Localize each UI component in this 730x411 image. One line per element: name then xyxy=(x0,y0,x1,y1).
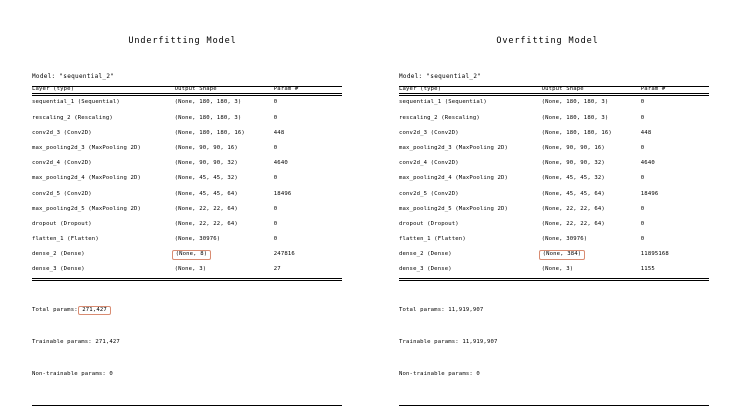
param-count: 11895168 xyxy=(640,251,669,258)
param-count: 27 xyxy=(273,266,281,273)
layer-type: flatten_1 (Flatten) xyxy=(399,236,466,243)
param-count: 18496 xyxy=(273,190,292,197)
layer-type: dense_2 (Dense) xyxy=(399,251,452,258)
output-shape: (None, 90, 90, 32) xyxy=(174,160,238,167)
totals-block-overfitting xyxy=(399,281,709,401)
layer-type: max_pooling2d_4 (MaxPooling 2D) xyxy=(32,175,142,182)
output-shape: (None, 3) xyxy=(174,266,207,273)
output-shape: (None, 45, 45, 64) xyxy=(541,190,605,197)
panel-title-underfitting: Underfitting Model xyxy=(128,36,237,46)
table-row-dense-2 xyxy=(399,247,709,262)
model-name-overfitting: Model: "sequential_2" xyxy=(399,73,482,80)
param-count: 0 xyxy=(273,144,278,151)
param-count: 4640 xyxy=(640,160,655,167)
output-shape-highlighted xyxy=(175,247,274,262)
total-params-label: Total params: xyxy=(399,307,449,314)
table-row xyxy=(32,126,342,141)
table-row xyxy=(32,141,342,156)
output-shape: (None, 180, 180, 3) xyxy=(174,114,242,121)
layer-type: max_pooling2d_5 (MaxPooling 2D) xyxy=(399,205,509,212)
layer-type: dense_3 (Dense) xyxy=(32,266,85,273)
output-shape: (None, 22, 22, 64) xyxy=(541,205,605,212)
param-count: 0 xyxy=(640,205,645,212)
param-count: 0 xyxy=(640,220,645,227)
layer-type: conv2d_4 (Conv2D) xyxy=(32,160,92,167)
table-row xyxy=(399,111,709,126)
table-row xyxy=(32,172,342,187)
output-shape: (None, 3) xyxy=(541,266,574,273)
output-shape: (None, 180, 180, 3) xyxy=(541,114,609,121)
table-row xyxy=(32,217,342,232)
table-row xyxy=(399,96,709,111)
layer-type: max_pooling2d_5 (MaxPooling 2D) xyxy=(32,205,142,212)
layer-type: conv2d_4 (Conv2D) xyxy=(399,160,459,167)
output-shape: (None, 180, 180, 3) xyxy=(174,99,242,106)
param-count: 0 xyxy=(273,175,278,182)
total-params-value: 11,919,907 xyxy=(448,307,484,314)
model-name-underfitting: Model: "sequential_2" xyxy=(32,73,115,80)
output-shape: (None, 90, 90, 32) xyxy=(541,160,605,167)
param-count: 4640 xyxy=(273,160,288,167)
trainable-params-line: Trainable params: 271,427 xyxy=(32,338,120,345)
total-params-line xyxy=(32,305,342,316)
table-row xyxy=(32,232,342,247)
param-count: 448 xyxy=(640,129,652,136)
param-count: 0 xyxy=(273,205,278,212)
table-row xyxy=(32,96,342,111)
table-row xyxy=(32,187,342,202)
layer-type: rescaling_2 (Rescaling) xyxy=(32,114,113,121)
param-count: 0 xyxy=(640,114,645,121)
param-count: 0 xyxy=(273,99,278,106)
output-shape: (None, 22, 22, 64) xyxy=(174,205,238,212)
table-row xyxy=(399,202,709,217)
table-row xyxy=(32,202,342,217)
table-row xyxy=(32,263,342,278)
col-header-layer: Layer (type) xyxy=(399,86,442,92)
param-count: 247816 xyxy=(273,251,295,258)
overfitting-panel xyxy=(365,0,730,411)
layer-type: conv2d_5 (Conv2D) xyxy=(32,190,92,197)
layer-type: conv2d_3 (Conv2D) xyxy=(399,129,459,136)
layer-type: conv2d_3 (Conv2D) xyxy=(32,129,92,136)
total-params-value: 271,427 xyxy=(78,306,111,315)
layer-type: rescaling_2 (Rescaling) xyxy=(399,114,480,121)
layer-type: dense_3 (Dense) xyxy=(399,266,452,273)
table-row xyxy=(399,232,709,247)
param-count: 0 xyxy=(273,236,278,243)
param-count: 0 xyxy=(640,144,645,151)
col-header-layer: Layer (type) xyxy=(32,86,75,92)
table-row-dense-2 xyxy=(32,247,342,262)
model-summary-overfitting xyxy=(399,74,709,406)
layer-type: sequential_1 (Sequential) xyxy=(399,99,487,106)
layer-type: flatten_1 (Flatten) xyxy=(32,236,99,243)
output-shape: (None, 22, 22, 64) xyxy=(174,220,238,227)
table-row xyxy=(399,126,709,141)
output-shape: (None, 90, 90, 16) xyxy=(174,144,238,151)
summary-bottom-rule xyxy=(399,405,709,406)
total-params-line xyxy=(399,305,709,316)
table-row xyxy=(32,111,342,126)
layer-type: dense_2 (Dense) xyxy=(32,251,85,258)
output-shape: (None, 30976) xyxy=(541,236,588,243)
layer-type: dropout (Dropout) xyxy=(32,220,92,227)
param-count: 448 xyxy=(273,129,285,136)
param-count: 0 xyxy=(273,220,278,227)
output-shape: (None, 90, 90, 16) xyxy=(541,144,605,151)
output-shape: (None, 30976) xyxy=(174,236,221,243)
output-shape: (None, 45, 45, 32) xyxy=(174,175,238,182)
param-count: 0 xyxy=(640,99,645,106)
col-header-param: Param # xyxy=(640,86,666,92)
non-trainable-params-line: Non-trainable params: 0 xyxy=(399,370,480,377)
table-row xyxy=(399,141,709,156)
param-count: 0 xyxy=(273,114,278,121)
table-row xyxy=(32,156,342,171)
output-shape: (None, 22, 22, 64) xyxy=(541,220,605,227)
output-shape: (None, 180, 180, 16) xyxy=(541,129,612,136)
param-count: 1155 xyxy=(640,266,655,273)
col-header-param: Param # xyxy=(273,86,299,92)
table-row xyxy=(399,263,709,278)
highlight-box: (None, 384) xyxy=(539,250,586,259)
summary-body-underfitting xyxy=(32,96,342,278)
col-header-shape: Output Shape xyxy=(174,86,217,92)
layer-type: max_pooling2d_4 (MaxPooling 2D) xyxy=(399,175,509,182)
output-shape: (None, 45, 45, 32) xyxy=(541,175,605,182)
layer-type: max_pooling2d_3 (MaxPooling 2D) xyxy=(32,144,142,151)
total-params-label: Total params: xyxy=(32,307,82,314)
summary-bottom-rule xyxy=(32,405,342,406)
summary-body-overfitting xyxy=(399,96,709,278)
trainable-params-line: Trainable params: 11,919,907 xyxy=(399,338,498,345)
output-shape: (None, 180, 180, 16) xyxy=(174,129,245,136)
highlight-box: (None, 8) xyxy=(172,250,212,259)
param-count: 0 xyxy=(640,175,645,182)
param-count: 0 xyxy=(640,236,645,243)
model-summary-underfitting xyxy=(32,74,342,406)
layer-type: sequential_1 (Sequential) xyxy=(32,99,120,106)
layer-type: conv2d_5 (Conv2D) xyxy=(399,190,459,197)
output-shape: (None, 45, 45, 64) xyxy=(174,190,238,197)
layer-type: dropout (Dropout) xyxy=(399,220,459,227)
output-shape: (None, 180, 180, 3) xyxy=(541,99,609,106)
table-row xyxy=(399,156,709,171)
non-trainable-params-line: Non-trainable params: 0 xyxy=(32,370,113,377)
panel-title-overfitting: Overfitting Model xyxy=(496,36,599,46)
table-row xyxy=(399,187,709,202)
table-row xyxy=(399,217,709,232)
table-row xyxy=(399,172,709,187)
totals-block-underfitting xyxy=(32,281,342,401)
param-count: 18496 xyxy=(640,190,659,197)
layer-type: max_pooling2d_3 (MaxPooling 2D) xyxy=(399,144,509,151)
output-shape-highlighted xyxy=(542,247,641,262)
col-header-shape: Output Shape xyxy=(541,86,584,92)
